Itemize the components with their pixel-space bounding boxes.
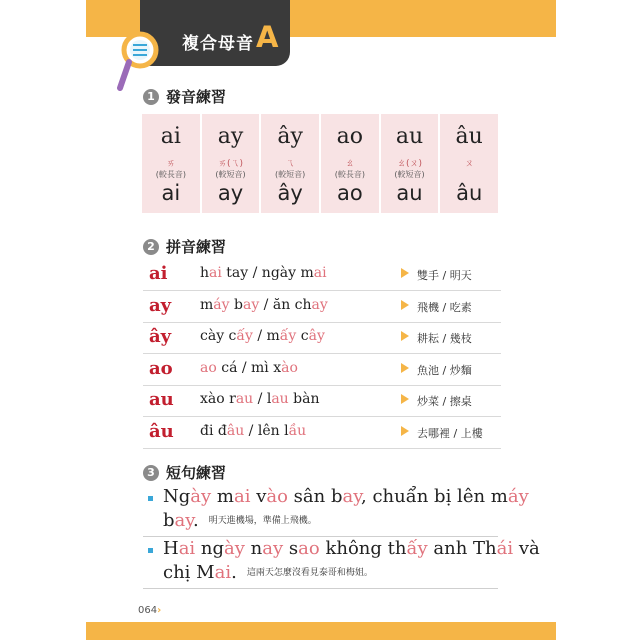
triangle-right-icon [401,363,409,373]
vowel-highlight: ày [224,538,245,559]
triangle-right-icon [401,268,409,278]
pinyin-example [200,391,319,407]
pinyin-key: âu [149,420,174,442]
vowel-sans: ay [217,181,244,205]
vowel-note: (較短音) [215,170,246,179]
sentence-line [163,562,373,583]
word-segment: h [200,265,210,281]
word-segment: , chuẩn bị lên m [361,486,508,507]
divider [143,536,498,537]
vowel-highlight: ai [233,486,251,507]
vowel-column [440,114,498,213]
vowel-zhuyin: ㄠ(ㄡ) [397,159,423,169]
vowel-highlight: áy [507,486,529,507]
pinyin-example [200,265,327,281]
word-segment: b [163,510,175,531]
vowel-highlight: ầu [288,422,307,439]
triangle-right-icon [401,426,409,436]
word-segment: anh Th [427,538,497,559]
bottom-color-band [86,622,556,640]
pinyin-key: ai [149,263,168,284]
word-segment: cày c [200,328,237,344]
sentence-translation: 這兩天怎麼沒看見泰哥和梅姐。 [246,568,373,578]
vowel-highlight: ao [298,538,320,559]
vowel-highlight: áy [213,296,230,313]
pinyin-example [200,423,306,439]
vowel-highlight: au [271,391,289,407]
word-segment: c [296,328,309,344]
vowel-column [381,114,441,213]
pinyin-row [143,354,501,386]
vowel-table [142,114,498,213]
word-segment: / ăn ch [259,296,312,313]
vowel-zhuyin: ㄞ [166,159,176,169]
word-segment: cá / mì x [216,359,282,376]
vowel-highlight: ai [209,265,222,281]
sentence-line [163,538,540,559]
vowel-highlight: ào [266,486,288,507]
pinyin-row [143,385,501,417]
word-segment: / l [253,391,272,407]
vowel-sans: ai [161,181,181,205]
vowel-highlight: au [235,391,254,407]
vowel-serif: ao [336,124,364,149]
pinyin-row [143,259,501,291]
bullet-icon [148,548,153,553]
vowel-highlight: ay [174,510,194,531]
vowel-column [321,114,381,213]
word-segment: m [200,296,214,313]
vowel-sans: ao [336,181,363,205]
vowel-highlight: ày [190,486,212,507]
pinyin-key: ao [149,357,173,379]
sentence-line [163,486,529,507]
vowel-highlight: ào [281,359,298,376]
section-1-heading [143,86,226,107]
word-segment: / m [252,328,280,344]
pinyin-row [143,417,501,449]
vowel-serif: ây [277,124,303,149]
triangle-right-icon [401,331,409,341]
word-segment: không th [319,538,407,559]
vowel-highlight: ây [308,328,325,344]
vowel-highlight: ấy [406,538,428,559]
pinyin-example [200,328,325,344]
divider [143,588,498,589]
word-segment: chị M [163,562,215,583]
pinyin-key: ây [149,326,172,347]
vowel-highlight: ái [496,538,514,559]
vowel-note: (較長音) [334,170,365,179]
chevron-right-icon: › [157,605,162,616]
vowel-highlight: âu [226,422,245,439]
word-segment: n [244,538,263,559]
word-segment: / lên l [244,422,289,439]
word-segment: . [193,510,199,531]
vowel-highlight: ao [200,359,217,376]
pinyin-meaning: 飛機 / 吃素 [417,300,472,314]
vowel-column [202,114,262,213]
vowel-zhuyin: ㄟ [285,159,295,169]
page-title: 複合母音 [182,34,254,54]
vowel-note: (較長音) [155,170,186,179]
vowel-column [142,114,202,213]
word-segment: ng [195,538,225,559]
vowel-highlight: ai [178,538,196,559]
word-segment: H [163,538,179,559]
vowel-zhuyin: ㄡ [464,159,474,169]
vowel-zhuyin: ㄞ(ㄟ) [217,159,244,169]
word-segment: xào r [200,391,236,407]
section-label: 短句練習 [166,464,227,482]
word-segment: v [250,486,267,507]
vowel-sans: ây [277,181,303,205]
vowel-serif: ay [217,124,244,149]
page-number [138,605,161,616]
vowel-highlight: ay [311,296,328,313]
word-segment: và [513,538,540,559]
word-segment: đi đ [200,422,227,439]
vowel-serif: âu [455,124,483,149]
vowel-highlight: ai [313,265,327,281]
word-segment: s [283,538,299,559]
vowel-highlight: ay [262,538,284,559]
section-label: 拼音練習 [166,238,227,256]
vowel-sans: âu [456,181,483,205]
section-number-badge: 1 [143,89,159,105]
sentence-translation: 明天進機場，準備上飛機。 [208,516,317,526]
vowel-highlight: ấy [236,328,253,344]
section-2-heading [143,236,226,257]
section-3-heading [143,462,226,483]
page-number-text: 064 [138,605,158,616]
vowel-note: (較短音) [275,170,306,179]
pinyin-meaning: 去哪裡 / 上樓 [417,426,483,440]
pinyin-meaning: 耕耘 / 幾枝 [417,332,472,345]
word-segment: m [211,486,234,507]
title-letter: A [256,20,279,54]
triangle-right-icon [401,300,409,310]
vowel-highlight: ay [342,486,361,507]
pinyin-example [200,360,298,376]
pinyin-row [143,291,501,323]
word-segment: bàn [288,391,320,407]
vowel-note: (較短音) [394,170,425,179]
section-number-badge: 3 [143,465,159,481]
word-segment: sân b [287,486,343,507]
pinyin-key: ay [149,294,172,316]
vowel-highlight: ai [214,562,232,583]
word-segment: Ng [163,486,191,507]
pinyin-key: au [149,389,174,410]
pinyin-meaning: 炒菜 / 擦桌 [417,395,472,408]
bullet-icon [148,496,153,501]
triangle-right-icon [401,394,409,404]
word-segment: b [229,296,243,313]
vowel-highlight: ay [242,296,260,313]
vowel-zhuyin: ㄠ [345,159,355,169]
pinyin-row [143,322,501,354]
section-number-badge: 2 [143,239,159,255]
pinyin-example [200,297,328,313]
vowel-serif: au [395,124,424,149]
pinyin-meaning: 雙手 / 明天 [417,269,472,282]
vowel-column [261,114,321,213]
vowel-highlight: ấy [279,328,297,344]
sentence-line [163,510,317,531]
pinyin-meaning: 魚池 / 炒麵 [417,363,472,377]
section-label: 發音練習 [166,88,227,106]
word-segment: . [231,562,237,583]
word-segment: tay / ngày m [221,265,314,281]
vowel-serif: ai [160,124,181,149]
vowel-sans: au [396,181,423,205]
